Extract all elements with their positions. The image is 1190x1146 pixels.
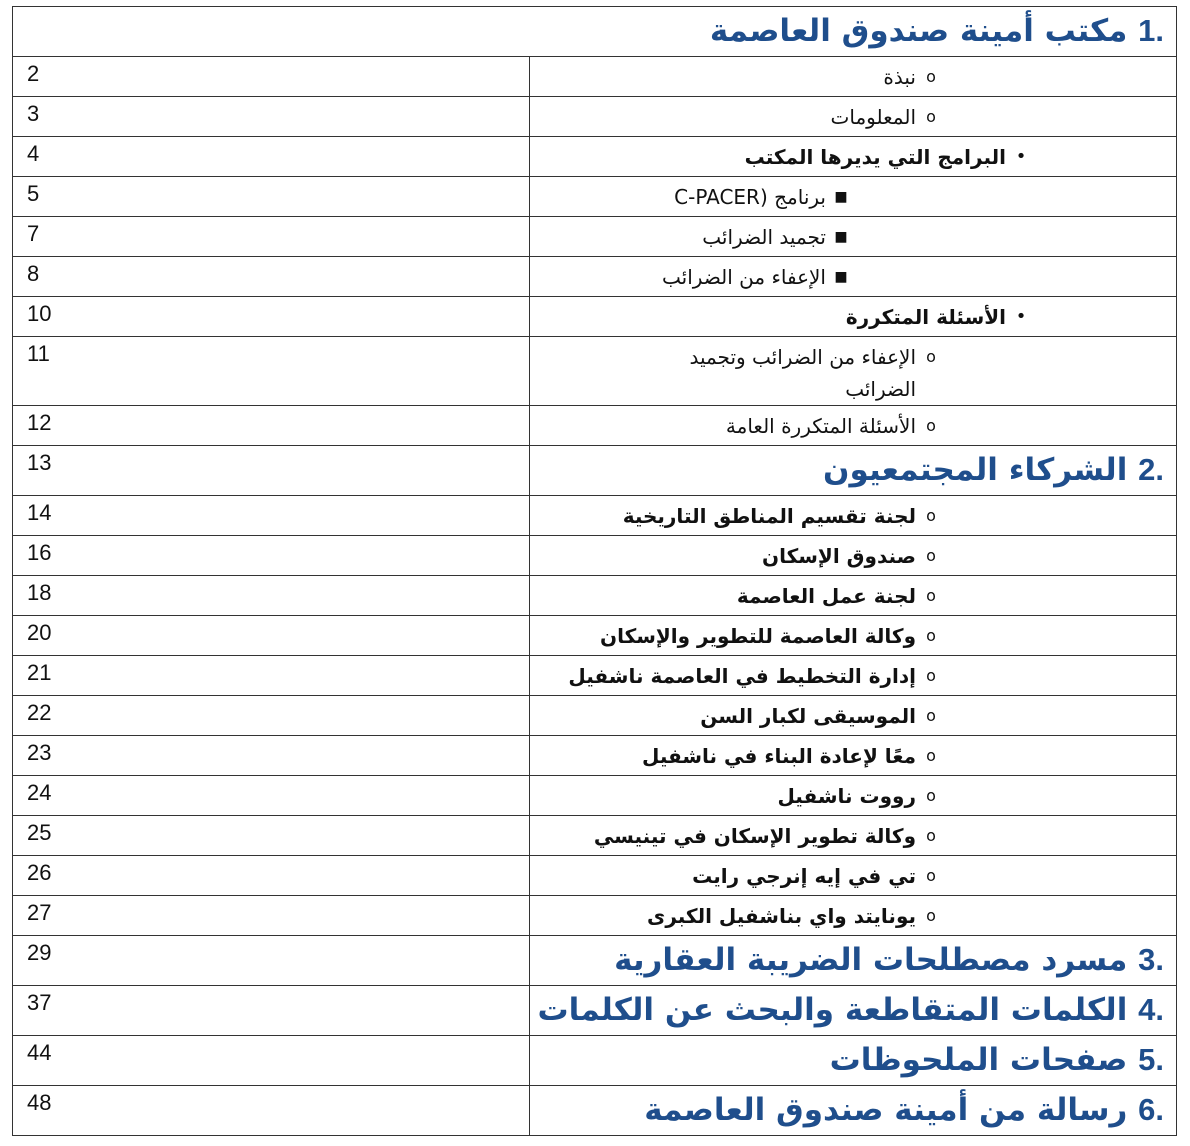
- toc-entry-row: [13, 696, 1177, 736]
- toc-entry[interactable]: [530, 297, 1176, 333]
- entry-title: رووت ناشفيل: [777, 784, 916, 808]
- page-number: 37: [13, 986, 530, 1036]
- toc-entry[interactable]: [530, 736, 1176, 772]
- circle-bullet-icon: o: [926, 416, 936, 435]
- page-number: 3: [13, 97, 530, 137]
- circle-bullet-icon: o: [926, 746, 936, 765]
- section-title: الشركاء المجتمعيون: [823, 452, 1128, 488]
- toc-title-cell: [530, 1086, 1177, 1136]
- page-number: 48: [13, 1086, 530, 1136]
- toc-entry-row: [13, 137, 1177, 177]
- toc-entry[interactable]: [530, 97, 1176, 133]
- page-number: 2: [13, 57, 530, 97]
- toc-entry-row: [13, 57, 1177, 97]
- toc-section-row: [13, 1086, 1177, 1136]
- toc-title-cell: [530, 57, 1177, 97]
- entry-title: البرامج التي يديرها المكتب: [744, 145, 1006, 169]
- entry-title: لجنة تقسيم المناطق التاريخية: [622, 504, 916, 528]
- toc-entry-row: [13, 217, 1177, 257]
- circle-bullet-icon: o: [926, 826, 936, 845]
- toc-title-cell: [530, 856, 1177, 896]
- page-number: 29: [13, 936, 530, 986]
- circle-bullet-icon: o: [926, 906, 936, 925]
- toc-entry-row: [13, 97, 1177, 137]
- toc-title-cell: [530, 656, 1177, 696]
- circle-bullet-icon: o: [926, 506, 936, 525]
- toc-title-cell: [530, 776, 1177, 816]
- circle-bullet-icon: o: [926, 347, 936, 366]
- toc-title-cell: [530, 257, 1177, 297]
- page-number: 27: [13, 896, 530, 936]
- section-heading[interactable]: [530, 446, 1176, 492]
- toc-entry[interactable]: [530, 696, 1176, 732]
- page-number: 7: [13, 217, 530, 257]
- toc-title-cell: [530, 816, 1177, 856]
- section-number: .3: [1138, 942, 1164, 977]
- toc-title-cell: [530, 177, 1177, 217]
- dot-bullet-icon: •: [1015, 306, 1027, 327]
- toc-title-cell: [530, 1036, 1177, 1086]
- page-number: 11: [13, 337, 530, 406]
- page-number: 24: [13, 776, 530, 816]
- circle-bullet-icon: o: [926, 866, 936, 885]
- toc-title-cell: [530, 696, 1177, 736]
- toc-title-cell: [530, 576, 1177, 616]
- page-number: 5: [13, 177, 530, 217]
- entry-title: الموسيقى لكبار السن: [700, 704, 916, 728]
- toc-entry-row: [13, 736, 1177, 776]
- circle-bullet-icon: o: [926, 67, 936, 86]
- entry-title: وكالة العاصمة للتطوير والإسكان: [600, 624, 916, 648]
- page-number: 21: [13, 656, 530, 696]
- entry-title: الإعفاء من الضرائب: [662, 265, 826, 289]
- toc-entry[interactable]: [530, 337, 1176, 405]
- toc-title-cell: [530, 736, 1177, 776]
- circle-bullet-icon: o: [926, 666, 936, 685]
- toc-entry[interactable]: [530, 257, 1176, 293]
- toc-title-cell: [530, 97, 1177, 137]
- toc-title-cell: [530, 616, 1177, 656]
- toc-entry-row: [13, 656, 1177, 696]
- toc-entry[interactable]: [530, 177, 1176, 213]
- toc-section-row: [13, 986, 1177, 1036]
- entry-title: برنامج (C-PACER: [674, 185, 826, 209]
- page-number: 4: [13, 137, 530, 177]
- entry-title: الإعفاء من الضرائب وتجميد الضرائب: [689, 345, 916, 401]
- page-number: 12: [13, 406, 530, 446]
- section-number: .5: [1138, 1042, 1164, 1077]
- section-heading[interactable]: [530, 986, 1176, 1032]
- toc-title-cell: [530, 337, 1177, 406]
- entry-title: وكالة تطوير الإسكان في تينيسي: [593, 824, 916, 848]
- toc-title-cell: [530, 536, 1177, 576]
- entry-title: صندوق الإسكان: [762, 544, 916, 568]
- toc-entry-row: [13, 576, 1177, 616]
- page-number: 23: [13, 736, 530, 776]
- section-title: مكتب أمينة صندوق العاصمة: [709, 13, 1128, 49]
- toc-title-cell: [530, 446, 1177, 496]
- circle-bullet-icon: o: [926, 586, 936, 605]
- toc-entry-row: [13, 616, 1177, 656]
- entry-title: معًا لإعادة البناء في ناشفيل: [641, 744, 916, 768]
- page-number: 44: [13, 1036, 530, 1086]
- toc-entry-row: [13, 337, 1177, 406]
- entry-title: يونايتد واي بناشفيل الكبرى: [647, 904, 916, 928]
- page-number: 22: [13, 696, 530, 736]
- page-number: 14: [13, 496, 530, 536]
- section-heading[interactable]: [13, 7, 1176, 53]
- section-heading[interactable]: [530, 1086, 1176, 1132]
- toc-title-cell: [530, 896, 1177, 936]
- toc-entry-row: [13, 496, 1177, 536]
- square-bullet-icon: ■: [834, 269, 848, 285]
- page-number: 18: [13, 576, 530, 616]
- section-number: .6: [1138, 1092, 1164, 1127]
- toc-entry[interactable]: [530, 816, 1176, 852]
- circle-bullet-icon: o: [926, 626, 936, 645]
- toc-entry-row: [13, 406, 1177, 446]
- page-number: 13: [13, 446, 530, 496]
- entry-title: لجنة عمل العاصمة: [736, 584, 916, 608]
- toc-title-cell: [530, 986, 1177, 1036]
- toc-entry[interactable]: [530, 776, 1176, 812]
- toc-entry[interactable]: [530, 896, 1176, 932]
- toc-title-cell: [530, 406, 1177, 446]
- toc-entry-row: [13, 257, 1177, 297]
- entry-title: إدارة التخطيط في العاصمة ناشفيل: [568, 664, 916, 688]
- page-number: 8: [13, 257, 530, 297]
- entry-title: الأسئلة المتكررة: [845, 305, 1006, 329]
- toc-title-cell: [530, 496, 1177, 536]
- section-title: صفحات الملحوظات: [829, 1042, 1128, 1078]
- dot-bullet-icon: •: [1015, 146, 1027, 167]
- entry-title: تي في إيه إنرجي رايت: [692, 864, 916, 888]
- toc-entry[interactable]: [530, 137, 1176, 173]
- circle-bullet-icon: o: [926, 706, 936, 725]
- toc-title-cell: [530, 217, 1177, 257]
- toc-entry-row: [13, 816, 1177, 856]
- page-number: 26: [13, 856, 530, 896]
- toc-section-row: [13, 7, 1177, 57]
- toc-entry-row: [13, 297, 1177, 337]
- toc-title-cell: [530, 297, 1177, 337]
- page-number: 25: [13, 816, 530, 856]
- toc-entry-row: [13, 776, 1177, 816]
- toc-entry[interactable]: [530, 656, 1176, 692]
- entry-title: تجميد الضرائب: [702, 225, 826, 249]
- toc-title-cell: [530, 936, 1177, 986]
- toc-entry[interactable]: [530, 536, 1176, 572]
- toc-entry[interactable]: [530, 217, 1176, 253]
- square-bullet-icon: ■: [834, 189, 848, 205]
- entry-title: المعلومات: [830, 105, 916, 129]
- toc-entry-row: [13, 536, 1177, 576]
- page-number: 16: [13, 536, 530, 576]
- toc-entry-row: [13, 896, 1177, 936]
- page-number: 20: [13, 616, 530, 656]
- toc-entry[interactable]: [530, 576, 1176, 612]
- toc-entry[interactable]: [530, 496, 1176, 532]
- section-title: مسرد مصطلحات الضريبة العقارية: [614, 942, 1128, 978]
- section-number: .1: [1138, 13, 1164, 48]
- section-number: .4: [1138, 992, 1164, 1027]
- entry-title: نبذة: [883, 65, 916, 89]
- toc-entry-row: [13, 856, 1177, 896]
- toc-section-row: [13, 936, 1177, 986]
- circle-bullet-icon: o: [926, 107, 936, 126]
- toc-entry-row: [13, 177, 1177, 217]
- section-number: .2: [1138, 452, 1164, 487]
- toc-title-cell: [530, 137, 1177, 177]
- toc-section-row: [13, 1036, 1177, 1086]
- toc-title-cell: [13, 7, 1177, 57]
- toc-section-row: [13, 446, 1177, 496]
- square-bullet-icon: ■: [834, 229, 848, 245]
- section-title: الكلمات المتقاطعة والبحث عن الكلمات: [537, 992, 1128, 1028]
- table-of-contents: [12, 6, 1177, 1136]
- circle-bullet-icon: o: [926, 546, 936, 565]
- section-heading[interactable]: [530, 936, 1176, 982]
- toc-entry[interactable]: [530, 406, 1176, 442]
- entry-title: الأسئلة المتكررة العامة: [725, 414, 916, 438]
- section-title: رسالة من أمينة صندوق العاصمة: [644, 1092, 1128, 1128]
- toc-entry[interactable]: [530, 616, 1176, 652]
- circle-bullet-icon: o: [926, 786, 936, 805]
- toc-body: [13, 7, 1177, 1136]
- page-number: 10: [13, 297, 530, 337]
- toc-entry[interactable]: [530, 57, 1176, 93]
- toc-entry[interactable]: [530, 856, 1176, 892]
- section-heading[interactable]: [530, 1036, 1176, 1082]
